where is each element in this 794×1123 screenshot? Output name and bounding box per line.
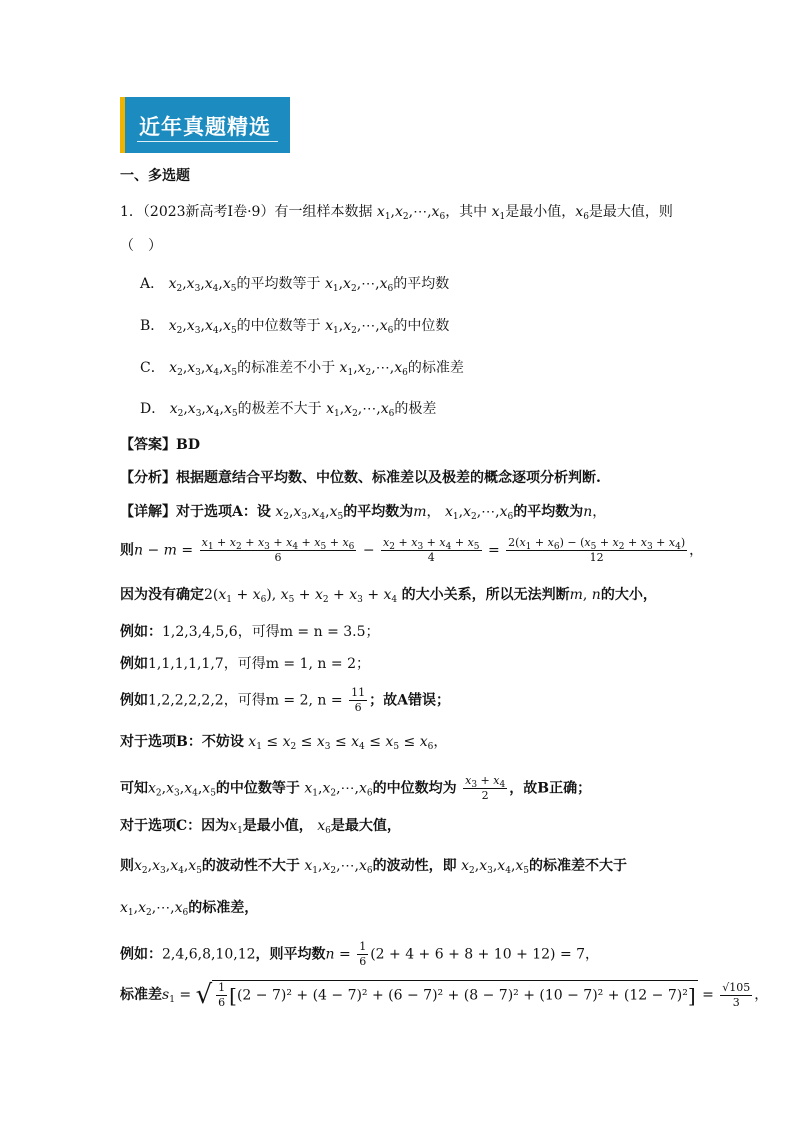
question-stem: 1．（2023新高考Ⅰ卷·9）有一组样本数据 $x_1,x_2,\cdots,x_6$，其中 $x_1$是最小值，$x_6$是最大值，则 [120,204,673,222]
analysis-line: 【分析】根据题意结合平均数、中位数、标准差以及极差的概念逐项分析判断. [120,470,601,486]
section-banner [120,97,290,153]
detail-option-c-2: 则$x_2,x_3,x_4,x_5$的波动性不大于 $x_1,x_2,\cdots,x_6$的波动性，即 $x_2,x_3,x_4,x_5$的标准差不大于 [120,858,628,876]
detail-std-line: 标准差$s_1$ = √ $\frac{1}{6}$ [(2 − 7)² + (4 − 7)² + (6 − 7)² + (8 − 7)² + (10 − 7)² + (12 − 7)²] = $\frac{√105}{3}$ ， [120,980,769,1010]
detail-example-2: 例如1,1,1,1,1,7，可得m = 1, n = 2； [120,656,370,672]
answer-line: 【答案】BD [120,437,200,453]
detail-example-4: 例如：2,4,6,8,10,12，则平均数n = $\frac{1}{6}$ (2 + 4 + 6 + 8 + 10 + 12) = 7， [120,940,600,968]
option-d[interactable]: D． $x_2,x_3,x_4,x_5$的极差不大于 $x_1,x_2,\cdots,x_6$的极差 [140,401,437,419]
detail-option-b-2: 可知$x_2,x_3,x_4,x_5$的中位数等于 $x_1,x_2,\cdots,x_6$的中位数均为 $\frac{x_3 + x_4}{2}$ ，故B正确； [120,774,592,802]
banner-underline [137,141,278,142]
question-blank: （ ） [120,238,162,254]
detail-example-1: 例如：1,2,3,4,5,6，可得m = n = 3.5； [120,624,380,640]
detail-option-b-1: 对于选项B：不妨设 $x_1 \le x_2 \le x_3 \le x_4 \le x_5 \le x_6$， [120,734,448,752]
detail-line-1: 【详解】对于选项A：设 $x_2,x_3,x_4,x_5$的平均数为m， $x_1,x_2,\cdots,x_6$的平均数为n， [120,504,607,522]
detail-option-c-3: $x_1,x_2,\cdots,x_6$的标准差， [120,900,259,918]
detail-option-c-1: 对于选项C：因为$x_1$是最小值， $x_6$是最大值， [120,818,401,836]
option-a[interactable]: A． $x_2,x_3,x_4,x_5$的平均数等于 $x_1,x_2,\cdots,x_6$的平均数 [140,276,450,294]
detail-line-2: 则n − m = $\frac{x_1 + x_2 + x_3 + x_4 + x_5 + x_6}{6}$ − $\frac{x_2 + x_3 + x_4 + x_5}{4}$ = $\frac{2(x_1 + x_6) - (x_5 + x_2 + x_3 + x_4)}{12}$ ， [120,536,704,564]
section-heading: 一、多选题 [120,168,190,184]
option-b[interactable]: B． $x_2,x_3,x_4,x_5$的中位数等于 $x_1,x_2,\cdots,x_6$的中位数 [140,318,450,336]
banner-title: 近年真题精选 [139,115,271,139]
detail-example-3: 例如1,2,2,2,2,2，可得m = 2, n = $\frac{11}{6}$ ；故A错误； [120,686,450,714]
option-c[interactable]: C． $x_2,x_3,x_4,x_5$的标准差不小于 $x_1,x_2,\cdots,x_6$的标准差 [140,360,464,378]
detail-line-3: 因为没有确定$2(x_1 + x_6)$, $x_5 + x_2 + x_3 + x_4$ 的大小关系，所以无法判断m, n的大小， [120,587,657,605]
